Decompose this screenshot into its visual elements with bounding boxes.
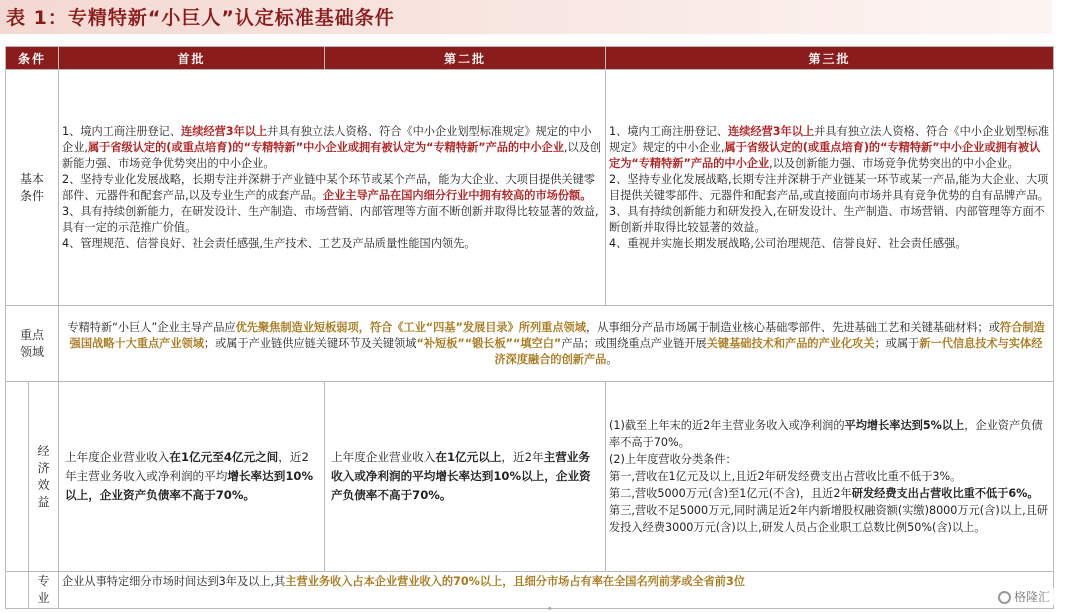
- row-focus: [6, 306, 1054, 382]
- label-econ: 经济效益: [29, 382, 59, 572]
- basic-b1-item-1: 1、境内工商注册登记、连续经营3年以上并具有独立法人资格、符合《中小企业划型标准规定》规定的中小企业,属于省级认定的(或重点培育)的“专精特新”中小企业或拥有被认定为“专精特新”产品的中小企业,以及创新能力强、市场竞争优势突出的中小企业。: [62, 124, 602, 170]
- watermark: [994, 588, 1054, 605]
- watermark-text: 格隆汇: [1013, 590, 1050, 604]
- econ-b3-line-5: 第三,营收不足5000万元,同时满足近2年内新增股权融资额(实缴)8000万元(含)以上,且研发投入经费3000万元(含)以上,研发人员占企业职工总数比例50%(含)以上。: [609, 504, 1049, 534]
- criteria-table: [5, 46, 1054, 609]
- basic-b1-item-2: 2、坚持专业化发展战略，长期专注并深耕于产业链中某个环节或某个产品，能为大企业、大项目提供关键零部件、元器件和配套产品,以及专业生产的成套产品。企业主导产品在国内细分行业中拥有较高的市场份额。: [62, 172, 595, 202]
- label-focus: 重点领域: [6, 306, 59, 382]
- page-dot: 。: [548, 601, 558, 612]
- table-title: 表 1：专精特新“小巨人”认定标准基础条件: [6, 7, 395, 29]
- econ-batch-3: [606, 382, 1054, 572]
- econ-indent: [6, 382, 29, 572]
- basic-b3-item-4: 4、重视并实施长期发展战略,公司治理规范、信誉良好、社会责任感强。: [609, 236, 967, 250]
- label-basic: 基本条件: [6, 70, 59, 306]
- econ-b3-line-2: (2)上年度营收分类条件：: [609, 453, 737, 466]
- focus-content: 专精特新“小巨人”企业主导产品应优先聚焦制造业短板弱项，符合《工业“四基”发展目录》所列重点领域，从事细分产品市场属于制造业核心基础零部件、先进基础工艺和关键基础材料；或符合制造强国战略十大重点产业领域；或属于产业链供应链关键环节及关键领域“补短板”“锻长板”“填空白”产品；或围绕重点产业链开展关键基础技术和产品的产业化攻关；或属于新一代信息技术与实体经济深度融合的创新产品。: [59, 306, 1054, 382]
- basic-b1-item-4: 4、管理规范、信誉良好、社会责任感强,生产技术、工艺及产品质量性能国内领先。: [62, 236, 476, 250]
- special-content: 企业从事特定细分市场时间达到3年及以上,其主营业务收入占本企业营业收入的70%以上，且细分市场占有率在全国名列前茅或全省前3位: [59, 572, 1054, 609]
- econ-batch-1: 上年度企业营业收入在1亿元至4亿元之间，近2年主营业务收入或净利润的平均增长率达到10%以上，企业资产负债率不高于70%。: [59, 382, 325, 572]
- row-special: [6, 572, 1054, 609]
- header-batch-1: 首批: [59, 47, 325, 70]
- header-batch-3: 第三批: [606, 47, 1054, 70]
- watermark-logo-icon: [998, 591, 1011, 604]
- basic-b3-item-1: 1、境内工商注册登记、连续经营3年以上并具有独立法人资格、符合《中小企业划型标准规定》规定的中小企业,属于省级认定的(或重点培育)的“专精特新”中小企业或拥有被认定为“专精特新”产品的中小企业,以及创新能力强、市场竞争优势突出的中小企业。: [609, 124, 1050, 170]
- header-condition: 条件: [6, 47, 59, 70]
- econ-b3-line-4: 第二,营收5000万元(含)至1亿元(不含)，且近2年研发经费支出占营收比重不低于6%。: [609, 487, 1039, 500]
- econ-b3-line-3: 第一,营收在1亿元及以上,且近2年研发经费支出占营收比重不低于3%。: [609, 470, 962, 483]
- row-econ: [6, 382, 1054, 572]
- basic-batch-3: [606, 70, 1054, 306]
- label-special: 专业: [29, 572, 59, 609]
- basic-batch-1-2: [59, 70, 606, 306]
- basic-b3-item-2: 2、坚持专业化发展战略,长期专注并深耕于产业链某一环节或某一产品,能为大企业、大项目提供关键零部件、元器件和配套产品,或直接面向市场并具有竞争优势的自有品牌产品。: [609, 172, 1049, 202]
- header-batch-2: 第二批: [325, 47, 606, 70]
- econ-batch-2: 上年度企业营业收入在1亿元以上，近2年主营业务收入或净利润的平均增长率达到10%以上，企业资产负债率不高于70%。: [325, 382, 606, 572]
- basic-b1-item-3: 3、具有持续创新能力，在研发设计、生产制造、市场营销、内部管理等方面不断创新并取得比较显著的效益,具有一定的示范推广价值。: [62, 204, 599, 234]
- special-indent: [6, 572, 29, 609]
- basic-b3-item-3: 3、具有持续创新能力和研发投入,在研发设计、生产制造、市场营销、内部管理等方面不断创新并取得比较显著的效益。: [609, 204, 1045, 234]
- header-row: [6, 47, 1054, 70]
- row-basic: [6, 70, 1054, 306]
- econ-b3-line-1: (1)截至上年末的近2年主营业务收入或净利润的平均增长率达到5%以上，企业资产负债率不高于70%。: [609, 419, 1043, 449]
